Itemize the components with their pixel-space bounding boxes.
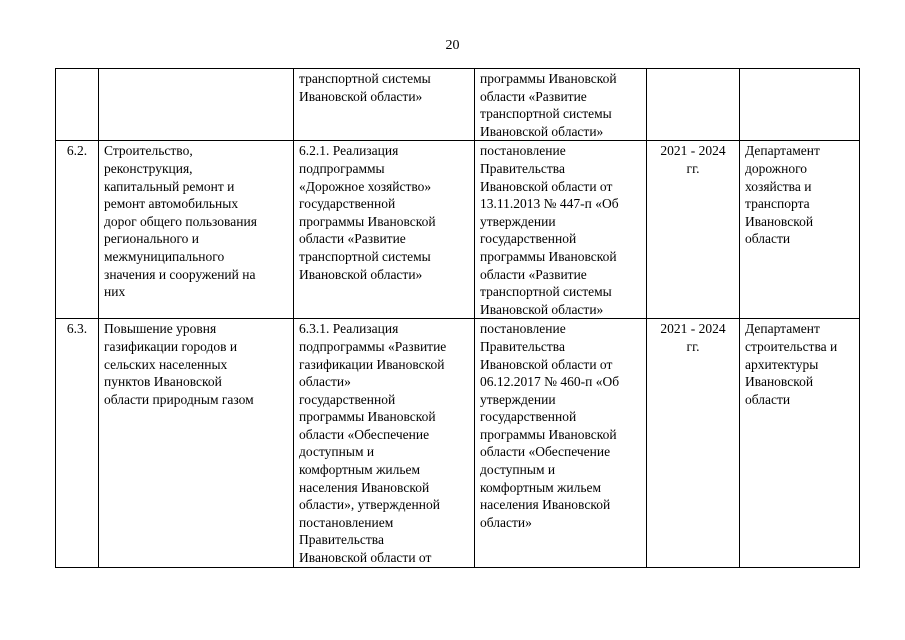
subprogram-cell: транспортной системы Ивановской области» [294,69,475,141]
row-number-cell: 6.2. [56,141,99,319]
executor-cell: Департамент дорожного хозяйства и транспорта Ивановской области [740,141,860,319]
measure-name-cell [99,69,294,141]
measure-name-cell: Строительство, реконструкция, капитальный ремонт и ремонт автомобильных дорог общего пользования регионального и межмуниципального значения и сооружений на них [99,141,294,319]
table-row [56,69,860,141]
period-cell: 2021 - 2024 гг. [647,319,740,567]
legal-basis-cell: постановление Правительства Ивановской области от 13.11.2013 № 447-п «Об утверждении государственной программы Ивановской области «Развитие транспортной системы Ивановской области» [475,141,647,319]
subprogram-cell: 6.3.1. Реализация подпрограммы «Развитие газификации Ивановской области» государственной программы Ивановской области «Обеспечение доступным и комфортным жильем населения Ивановской области», утвержденной постановлением Правительства Ивановской области от [294,319,475,567]
period-cell: 2021 - 2024 гг. [647,141,740,319]
legal-basis-cell: программы Ивановской области «Развитие транспортной системы Ивановской области» [475,69,647,141]
measures-table [55,68,860,568]
executor-cell: Департамент строительства и архитектуры Ивановской области [740,319,860,567]
row-number-cell: 6.3. [56,319,99,567]
page-number: 20 [445,38,460,53]
subprogram-cell: 6.2.1. Реализация подпрограммы «Дорожное хозяйство» государственной программы Ивановской области «Развитие транспортной системы Ивановской области» [294,141,475,319]
measure-name-cell: Повышение уровня газификации городов и сельских населенных пунктов Ивановской области природным газом [99,319,294,567]
legal-basis-cell: постановление Правительства Ивановской области от 06.12.2017 № 460-п «Об утверждении государственной программы Ивановской области «Обеспечение доступным и комфортным жильем населения Ивановской области» [475,319,647,567]
row-number-cell [56,69,99,141]
table-row [56,141,860,319]
period-cell [647,69,740,141]
table-row [56,319,860,567]
executor-cell [740,69,860,141]
